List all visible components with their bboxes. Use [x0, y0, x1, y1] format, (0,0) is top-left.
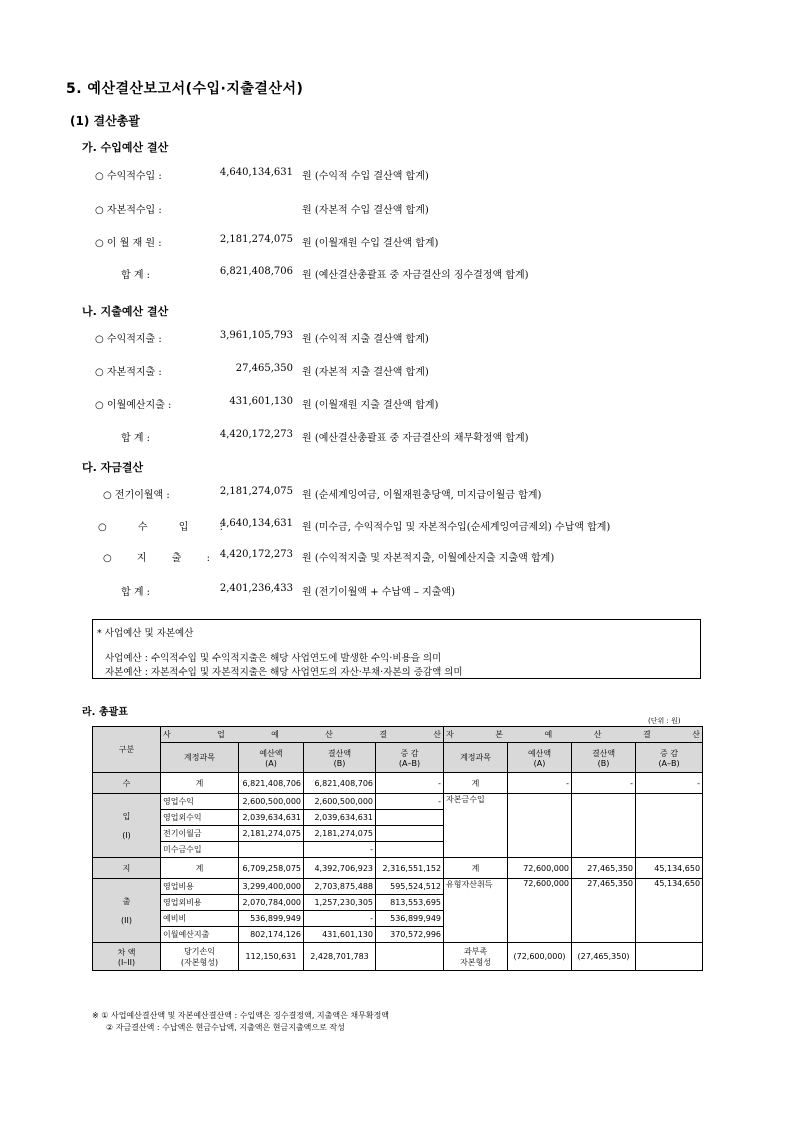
- note-line: 자본예산 : 자본적수입 및 자본적지출은 해당 사업연도의 자산·부채·자본의 증감액 의미: [105, 667, 463, 678]
- cell-diff: 595,524,512: [376, 879, 444, 895]
- cell-diff: [376, 943, 444, 971]
- cell-settle: 431,601,130: [304, 927, 376, 943]
- cell-diff: 2,316,551,152: [376, 858, 444, 879]
- row-label: 합 계 :: [121, 433, 151, 444]
- cell-settle: [572, 794, 636, 858]
- cell-budget: 72,600,000: [508, 879, 572, 943]
- note-box: [92, 619, 701, 679]
- footnote-line: ※ ① 사업예산결산액 및 자본예산결산액 : 수입액은 징수결정액, 지출액은 채무확정액: [92, 1011, 390, 1020]
- cell-diff: [376, 810, 444, 826]
- cell-settle: (27,465,350): [572, 943, 636, 971]
- summary-table: [92, 726, 703, 971]
- header-diff: 증 감 (A–B): [636, 743, 703, 773]
- cell-account: 영업수익: [161, 794, 239, 810]
- cell-settle: -: [304, 842, 376, 858]
- cell-account: 계: [161, 773, 239, 794]
- section-heading: (1) 결산총괄: [70, 114, 140, 128]
- table-row: [93, 879, 703, 895]
- cell-diff: -: [636, 773, 703, 794]
- row-label: ○ 수 입 :: [98, 522, 223, 533]
- revenue-heading: 가. 수입예산 결산: [82, 141, 169, 154]
- cell-diff: [376, 842, 444, 858]
- cell-account: 계: [444, 858, 508, 879]
- cell-settle: 27,465,350: [572, 879, 636, 943]
- cell-account: 이월예산지출: [161, 927, 239, 943]
- cell-settle: 27,465,350: [572, 858, 636, 879]
- footnote-line: ② 자금결산액 : 수납액은 현금수납액, 지출액은 현금지출액으로 작성: [106, 1023, 345, 1032]
- row-desc: 원 (자본적 지출 결산액 합계): [302, 367, 429, 378]
- row-desc: 원 (순세계잉여금, 이월재원충당액, 미지급이월금 합계): [302, 490, 542, 501]
- cell-diff: 370,572,996: [376, 927, 444, 943]
- cell-account: 미수금수입: [161, 842, 239, 858]
- cell-budget: 6,709,258,075: [239, 858, 304, 879]
- table-row: [93, 794, 703, 810]
- unit-label: (단위 : 원): [648, 717, 681, 725]
- note-line: 사업예산 : 수익적수입 및 수익적지출은 해당 사업연도에 발생한 수익·비용을 의미: [105, 653, 442, 664]
- header-budget: 예산액 (A): [508, 743, 572, 773]
- row-amount: 431,601,130: [229, 396, 293, 407]
- cell-settle: 2,428,701,783: [304, 943, 376, 971]
- cell-budget: 536,899,949: [239, 911, 304, 927]
- row-label: ○ 이월예산지출 :: [95, 400, 172, 411]
- cell-settle: 2,181,274,075: [304, 826, 376, 842]
- row-desc: 원 (수익적지출 및 자본적지출, 이월예산지출 지출액 합계): [302, 553, 555, 564]
- cell-account: 전기이월금: [161, 826, 239, 842]
- cell-account: 계: [444, 773, 508, 794]
- cell-settle: 2,600,500,000: [304, 794, 376, 810]
- row-amount: 4,640,134,631: [219, 518, 293, 529]
- row-label: ○ 수익적지출 :: [95, 334, 162, 345]
- cell-budget: 6,821,408,706: [239, 773, 304, 794]
- header-diff: 증 감 (A–B): [376, 743, 444, 773]
- income-label: 입 (I): [93, 794, 161, 858]
- header-settle: 결산액 (B): [304, 743, 376, 773]
- header-group: 구분: [93, 727, 161, 773]
- cell-account: 유형자산취득: [444, 879, 508, 943]
- cell-budget: -: [508, 773, 572, 794]
- cell-settle: -: [572, 773, 636, 794]
- row-amount: 27,465,350: [235, 363, 293, 374]
- header-business-budget: 사 업 예 산 결 산: [161, 727, 444, 743]
- cell-account: 영업외비용: [161, 895, 239, 911]
- header-settle: 결산액 (B): [572, 743, 636, 773]
- fund-heading: 다. 자금결산: [82, 461, 144, 474]
- cell-account: 과부족 자본형성: [444, 943, 508, 971]
- table-subheader-row: [93, 743, 703, 773]
- row-amount: 4,640,134,631: [219, 167, 293, 178]
- table-row: [93, 858, 703, 879]
- row-label: ○ 지 출 :: [103, 553, 210, 564]
- cell-settle: 4,392,706,923: [304, 858, 376, 879]
- row-desc: 원 (이월재원 수입 결산액 합계): [302, 238, 439, 249]
- cell-budget: 2,070,784,000: [239, 895, 304, 911]
- cell-settle: 2,039,634,631: [304, 810, 376, 826]
- row-desc: 원 (미수금, 수익적수입 및 자본적수입(순세계잉여금제외) 수납액 합계): [302, 522, 611, 533]
- cell-diff: [636, 943, 703, 971]
- cell-account: 자본금수입: [444, 794, 508, 858]
- cell-budget: 2,181,274,075: [239, 826, 304, 842]
- row-amount: 2,181,274,075: [219, 486, 293, 497]
- cell-budget: 72,600,000: [508, 858, 572, 879]
- row-amount: 4,420,172,273: [219, 429, 293, 440]
- row-desc: 원 (수익적 수입 결산액 합계): [302, 171, 429, 182]
- cell-budget: [508, 794, 572, 858]
- cell-budget: 2,600,500,000: [239, 794, 304, 810]
- row-desc: 원 (자본적 수입 결산액 합계): [302, 205, 429, 216]
- page-title: 5. 예산결산보고서(수입·지출결산서): [66, 81, 304, 97]
- row-amount: 2,181,274,075: [219, 234, 293, 245]
- cell-diff: 536,899,949: [376, 911, 444, 927]
- row-label: ○ 이 월 재 원 :: [95, 238, 162, 249]
- cell-budget: 802,174,126: [239, 927, 304, 943]
- cell-account: 영업외수익: [161, 810, 239, 826]
- table-row: [93, 773, 703, 794]
- row-amount: 3,961,105,793: [219, 330, 293, 341]
- row-amount: 2,401,236,433: [219, 583, 293, 594]
- cell-settle: 1,257,230,305: [304, 895, 376, 911]
- row-desc: 원 (전기이월액 + 수납액 – 지출액): [302, 587, 455, 598]
- row-desc: 원 (예산결산총괄표 중 자금결산의 채무확정액 합계): [302, 433, 529, 444]
- row-amount: 4,420,172,273: [219, 549, 293, 560]
- cell-settle: -: [304, 911, 376, 927]
- row-desc: 원 (이월재원 지출 결산액 합계): [302, 400, 439, 411]
- row-desc: 원 (예산결산총괄표 중 자금결산의 징수결정액 합계): [302, 270, 529, 281]
- cell-budget: [239, 842, 304, 858]
- cell-diff: 45,134,650: [636, 858, 703, 879]
- cell-settle: 2,703,875,488: [304, 879, 376, 895]
- row-amount: 6,821,408,706: [219, 266, 293, 277]
- cell-diff: [376, 826, 444, 842]
- cell-account: 예비비: [161, 911, 239, 927]
- header-capital-budget: 자 본 예 산 결 산: [444, 727, 703, 743]
- cell-settle: 6,821,408,706: [304, 773, 376, 794]
- note-title: * 사업예산 및 자본예산: [97, 628, 194, 639]
- cell-budget: (72,600,000): [508, 943, 572, 971]
- row-label: ○ 자본적지출 :: [95, 367, 162, 378]
- expend-label: 지: [93, 858, 161, 879]
- row-desc: 원 (수익적 지출 결산액 합계): [302, 334, 429, 345]
- cell-account: 계: [161, 858, 239, 879]
- header-account: 계정과목: [161, 743, 239, 773]
- row-label: ○ 전기이월액 :: [103, 490, 170, 501]
- cell-diff: [636, 794, 703, 858]
- cell-budget: 3,299,400,000: [239, 879, 304, 895]
- cell-diff: -: [376, 794, 444, 810]
- summary-heading: 라. 총괄표: [82, 707, 128, 718]
- table-row: [93, 943, 703, 971]
- cell-budget: 2,039,634,631: [239, 810, 304, 826]
- cell-account: 당기손익 (자본형성): [161, 943, 239, 971]
- expend-label: 출 (II): [93, 879, 161, 943]
- header-account: 계정과목: [444, 743, 508, 773]
- row-label: 합 계 :: [121, 587, 151, 598]
- expense-heading: 나. 지출예산 결산: [82, 305, 169, 318]
- cell-diff: -: [376, 773, 444, 794]
- header-budget: 예산액 (A): [239, 743, 304, 773]
- cell-budget: 112,150,631: [239, 943, 304, 971]
- row-label: 합 계 :: [121, 270, 151, 281]
- row-label: ○ 수익적수입 :: [95, 171, 162, 182]
- cell-diff: 813,553,695: [376, 895, 444, 911]
- cell-account: 영업비용: [161, 879, 239, 895]
- row-label: ○ 자본적수입 :: [95, 205, 162, 216]
- table-header-row: [93, 727, 703, 743]
- balance-label: 차 액 (I–II): [93, 943, 161, 971]
- income-label: 수: [93, 773, 161, 794]
- cell-diff: 45,134,650: [636, 879, 703, 943]
